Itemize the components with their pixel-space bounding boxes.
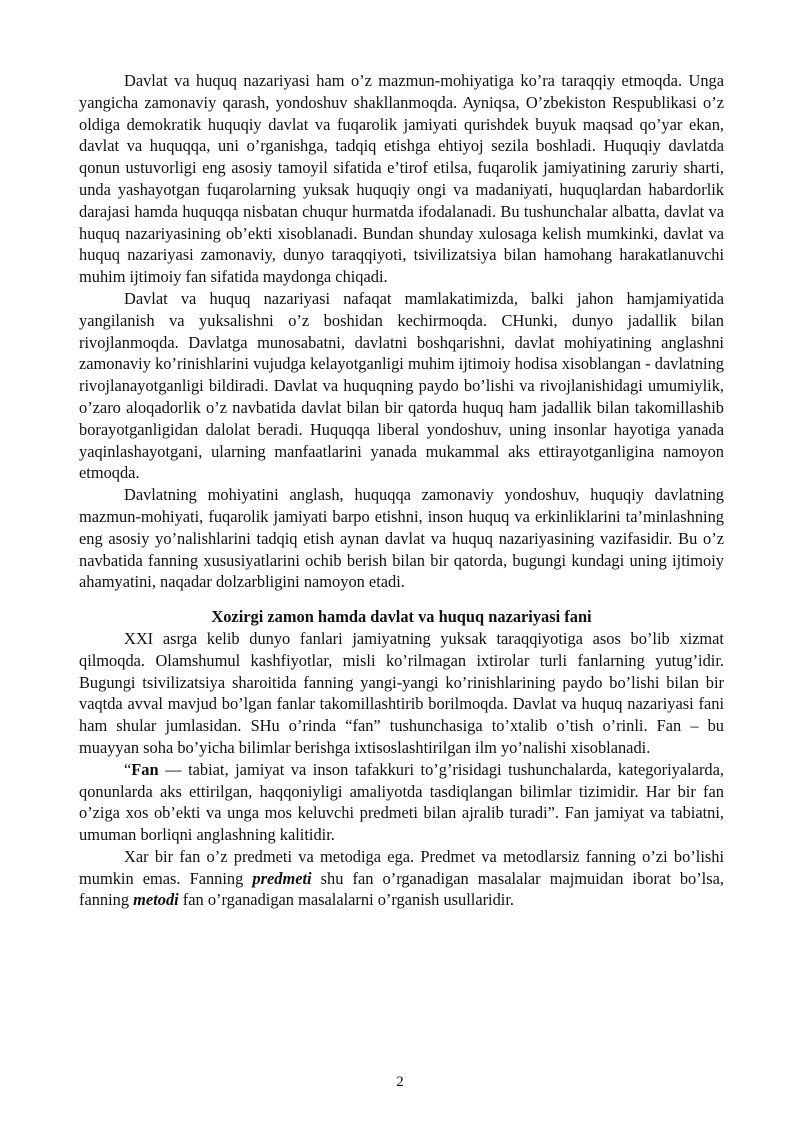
page-number: 2 xyxy=(396,1074,404,1090)
term-metodi: metodi xyxy=(133,890,179,910)
term-predmeti: predmeti xyxy=(252,868,312,888)
paragraph-3: Davlatning mohiyatini anglash, huquqqa zamonaviy yondoshuv, huquqiy davlatning mazmun-mohiyati, fuqarolik jamiyati barpo etishni, inson huquq va erkinliklarini ta’minlashning eng asosiy yo’nalishlarini tadqiq etish aynan davlat va huquq nazariyasining vazifasidir. Bu o’z navbatida fanning xususiyatlarini ochib berish bilan bir qatorda, bugungi kundagi uning ijtimoiy ahamyatini, naqadar dolzarbligini namoyon etadi. xyxy=(79,485,724,592)
paragraph-4: XXI asrga kelib dunyo fanlari jamiyatning yuksak taraqqiyotiga asos bo’lib xizmat qilmoqda. Olamshumul kashfiyotlar, misli ko’rilmagan ixtirolar turli fanlarning yutug’idir. Bugungi tsivilizatsiya sharoitida fanning yangi-yangi ko’rinishlarining paydo bo’lishi bilan bir vaqtda avval mavjud bo’lgan fanlar takomillashtirib borilmoqda. Davlat va huquq nazariyasi fani ham shular jumlasidan. SHu o’rinda “fan” tushunchasiga to’xtalib o’tish o’rinli. Fan – bu muayyan soha bo’yicha bilimlar berishga ixtisoslashtirilgan ilm yo’nalishi xisoblanadi. xyxy=(79,628,724,757)
definition-term: Fan xyxy=(131,759,159,779)
section-heading: Xozirgi zamon hamda davlat va huquq nazariyasi fani xyxy=(211,607,592,627)
definition-text: — tabiat, jamiyat va inson tafakkuri to’g’risidagi tushunchalarda, kategoriyalarda, qonunlarda aks ettirilgan, haqqoniyligi amaliyotda tasdiqlangan bilimlar tizimidir. Har bir fan o’ziga xos ob’ekti va unga mos keluvchi predmeti bilan ajralib turadi”. Fan jamiyat va tabiatni, umuman borliqni anglashning kalitidir. xyxy=(79,759,724,845)
paragraph-6-part-b: shu fan o’rganadigan masalalar majmuidan iborat bo’lsa, fanning xyxy=(79,868,724,910)
open-quote: “ xyxy=(124,759,132,779)
paragraph-6-part-c: fan o’rganadigan masalalarni o’rganish usullaridir. xyxy=(178,890,515,910)
paragraph-6-part-a: Xar bir fan o’z predmeti va metodiga ega. Predmet va metodlarsiz fanning o’zi bo’lishi mumkin emas. Fanning xyxy=(79,846,724,888)
paragraph-2: Davlat va huquq nazariyasi nafaqat mamlakatimizda, balki jahon hamjamiyatida yangilanish va yuksalishni o’z boshidan kechirmoqda. CHunki, dunyo jadallik bilan rivojlanmoqda. Davlatga munosabatni, davlatni boshqarishni, davlat mohiyatining anglashni zamonaviy ko’rinishlarini vujudga kelayotganligi muhim ijtimoiy hodisa xisoblangan - davlatning rivojlanayotganligi bildiradi. Davlat va huquqning paydo bo’lishi va rivojlanishidagi umumiylik, o’zaro aloqadorlik o’z navbatida davlat bilan bir qatorda huquq ham jadallik bilan takomillashib borayotganligidan dalolat beradi. Huquqqa liberal yondoshuv, uning insonlar hayotiga yanada yaqinlashayotgani, ularning manfaatlarini yanada mukammal aks ettirayotganligina namoyon etmoqda. xyxy=(79,288,724,483)
paragraph-1: Davlat va huquq nazariyasi ham o’z mazmun-mohiyatiga ko’ra taraqqiy etmoqda. Unga yangicha zamonaviy qarash, yondoshuv shakllanmoqda. Ayniqsa, O’zbekiston Respublikasi o’z oldiga demokratik huquqiy davlat va fuqarolik jamiyati qurishdek buyuk maqsad qo’yar ekan, davlat va huquqqa, uni o’rganishga, tadqiq etishga ehtiyoj sezila boshladi. Huquqiy davlatda qonun ustuvorligi eng asosiy tamoyil sifatida e’tirof etilsa, fuqarolik jamiyatining zaruriy sharti, unda yashayotgan fuqarolarning yuksak huquqiy ongi va madaniyati, huquqlardan habardorlik darajasi hamda huquqqa nisbatan chuqur hurmatda ifodalanadi. Bu tushunchalar albatta, davlat va huquq nazariyasining ob’ekti xisoblanadi. Bundan shunday xulosaga kelish mumkinki, davlat va huquq nazariyasi zamonaviy, dunyo taraqqiyoti, tsivilizatsiya bilan hamohang harakatlanuvchi muhim ijtimoiy fan sifatida maydonga chiqadi. xyxy=(79,71,724,287)
paragraph-5-definition xyxy=(79,759,724,846)
paragraph-6 xyxy=(79,846,724,911)
